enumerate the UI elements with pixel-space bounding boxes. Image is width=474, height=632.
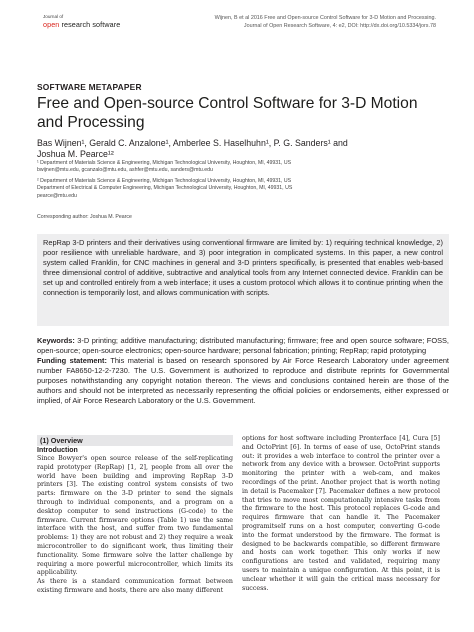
body-column-left bbox=[37, 435, 233, 596]
funding-label: Funding statement: bbox=[37, 356, 107, 365]
affiliation-2: ² Department of Materials Science & Engineering, Michigan Technological University, Houghton, MI, 49931, US bbox=[37, 177, 292, 184]
article-type-label: SOFTWARE METAPAPER bbox=[37, 82, 142, 92]
body-column-right bbox=[242, 435, 440, 593]
affiliation-1-emails: bwijnen@mtu.edu, gcanzalo@mtu.edu, ashfer@mtu.edu, sanders@mtu.edu bbox=[37, 167, 213, 174]
funding-text: This material is based on research sponsored by Air Force Research Laboratory under agreement number FA8650-12-2-7230. The U.S. Government is authorized to reproduce and distribute reprints for Governmental purposes notwithstanding any copyright notation thereon. The views and conclusions contained herein are those of the authors and should not be interpreted as necessarily representing the official policies or endorsements, either expressed or implied, of Air Force Research Laboratory or the U.S. Government. bbox=[37, 356, 449, 405]
author-list bbox=[37, 138, 447, 160]
section-heading-overview: (1) Overview bbox=[37, 435, 233, 446]
journal-logo-accent: open bbox=[43, 20, 60, 29]
authors-line2: Joshua M. Pearce¹² bbox=[37, 149, 114, 159]
body-text-right: options for host software including Pronterface [4], Cura [5] and OctoPrint [6]. In terms of ease of use, OctoPrint stands out: it provides a web interface to control the printer over a network from any device with a browser. OctoPrint supports monitoring the printer with a web-cam, and makes recordings of the print. Another project that is worth noting in detail is Pacemaker [7]. Pacemaker defines a new protocol that tries to move most computationally intensive tasks from the firmware to the host. This protocol replaces G-code and requires firmware that can handle it. The Pacemaker programitself runs on a host computer, converting G-code into the format understood by the firmware. The format is designed to be backwards compatible, so different firmware and hosts can work together. This only works if new configurations are tested and validated, requiring many users to maintain a unique configuration. At this point, it is unclear whether it will gain the critical mass necessary for success. bbox=[242, 435, 440, 592]
affiliation-1: ¹ Department of Materials Science & Engineering, Michigan Technological University, Houghton, MI, 49931, US bbox=[37, 160, 292, 166]
article-title: Free and Open-source Control Software for 3-D Motion and Processing bbox=[37, 95, 418, 131]
affiliation-2-email: pearce@mtu.edu bbox=[37, 192, 77, 199]
header-citation-line1: Wijnen, B et al 2016 Free and Open-source Control Software for 3-D Motion and Processing. bbox=[214, 15, 436, 21]
body-text-left: Since Bowyer's open source release of the self-replicating rapid prototyper (RepRap) [1, 2], people from all over the world have been building and improving RepRap 3-D printers [3]. The existing control system consists of two parts: firmware on the 3-D printer to send the signals through to individual components, and a program on a desktop computer to send instructions (G-code) to the firmware. Current firmware options (Table 1) use the same interface with the host, and suffer from two fundamental problems: 1) they are not robust and 2) they require a weak microcontroller to do significant work, thus limiting their functionality. Some firmware solve the latter challenge by requiring a more powerful microcontroller, which limits its applicability. As there is a standard communication format between existing firmware and hosts, there are also many different bbox=[37, 455, 233, 594]
keywords-text: 3-D printing; additive manufacturing; distributed manufacturing; firmware; free and open source software; FOSS, open-source; open-source electronics; open-source hardware; personal fabrication; printing; RepRap; rapid prototyping bbox=[37, 336, 449, 355]
affiliations bbox=[37, 160, 447, 200]
journal-logo-rest: research software bbox=[59, 20, 121, 29]
keywords-funding-block bbox=[37, 336, 449, 406]
journal-of-label: Journal of bbox=[43, 14, 64, 19]
abstract-box: RepRap 3-D printers and their derivatives using conventional firmware are limited by: 1) requiring technical knowledge, 2) poor resilience with unreliable hardware, and 3) poor integration in complicated systems. In this paper, a new control system called Franklin, for CNC machines in general and 3-D printers specifically, is presented that enables web-based three dimensional control of additive, subtractive and analytical tools from any Internet connected device. Franklin can be set up and controlled entirely from a web interface; it uses a custom protocol which allows it to continue printing when the connection is temporarily lost, and allows communication with scripts. bbox=[37, 234, 449, 326]
corresponding-author: Corresponding author: Joshua M. Pearce bbox=[37, 214, 132, 220]
funding-paragraph bbox=[37, 356, 449, 406]
keywords-paragraph bbox=[37, 336, 449, 356]
header-citation bbox=[106, 14, 436, 30]
subsection-heading-introduction: Introduction bbox=[37, 447, 78, 454]
header-citation-line2: Journal of Open Research Software, 4: e2, DOI: http://dx.doi.org/10.5334/jors.78 bbox=[243, 23, 436, 29]
keywords-label: Keywords: bbox=[37, 336, 75, 345]
authors-line1: Bas Wijnen¹, Gerald C. Anzalone¹, Amberlee S. Haselhuhn¹, P. G. Sanders¹ and bbox=[37, 138, 348, 148]
affiliation-3: Department of Electrical & Computer Engineering, Michigan Technological University, Houghton, MI, 49931, US bbox=[37, 185, 293, 192]
